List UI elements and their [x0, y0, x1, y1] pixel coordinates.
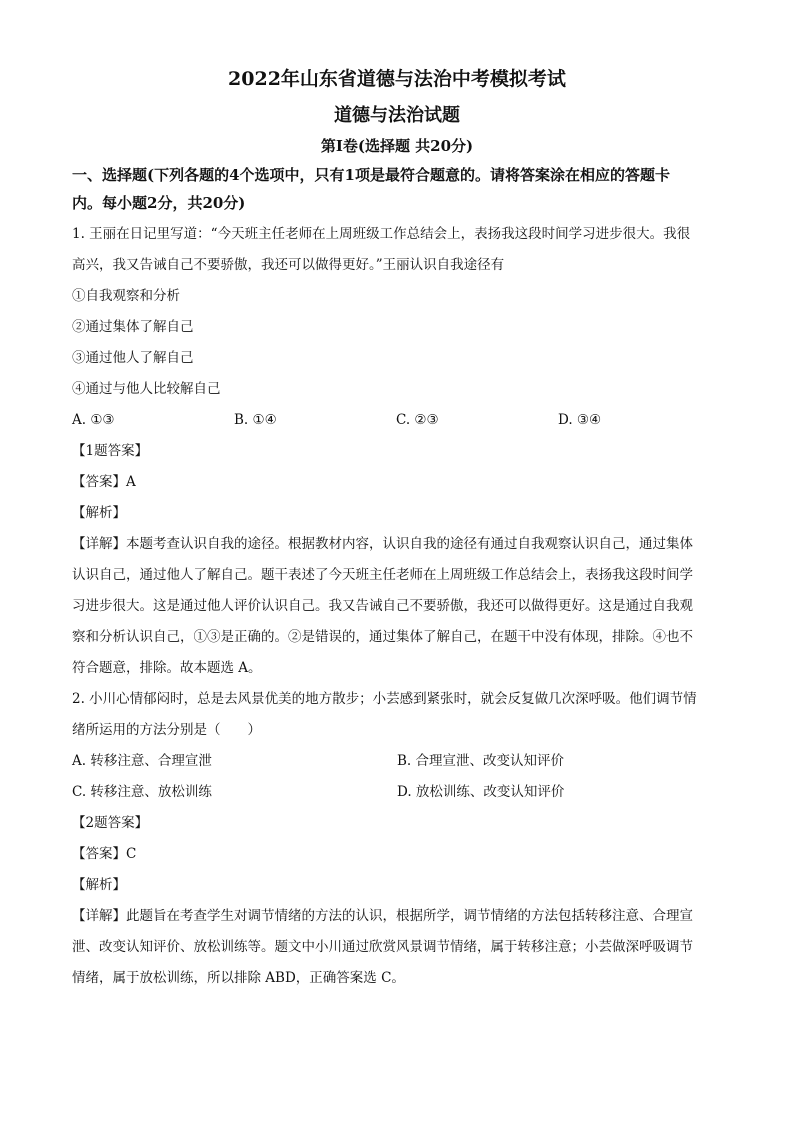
question-2 [72, 684, 722, 994]
detail-text: 此题旨在考查学生对调节情绪的方法的认识，根据所学，调节情绪的方法包括转移注意、合理宣 [126, 908, 693, 924]
q2-detail-line-1 [72, 901, 722, 932]
detail-label: 【详解】 [72, 908, 126, 924]
q1-detail [72, 529, 722, 684]
q2-analysis-label: 【解析】 [72, 877, 126, 893]
q2-option-b[interactable]: B. 合理宣泄、改变认知评价 [397, 753, 565, 769]
q2-detail-line-3: 情绪，属于放松训练，所以排除 ABD，正确答案选 C。 [72, 970, 405, 986]
q2-detail [72, 901, 722, 994]
q1-answer-header: 【1题答案】 [72, 443, 149, 459]
section-instructions [72, 161, 722, 217]
q1-options [72, 405, 722, 436]
q1-option-d[interactable]: D. ③④ [558, 412, 602, 428]
answer-value: A [126, 474, 136, 490]
q1-detail-line-5: 符合题意，排除。故本题选 A。 [72, 660, 262, 676]
q1-analysis-label: 【解析】 [72, 505, 126, 521]
q2-option-d[interactable]: D. 放松训练、改变认知评价 [397, 784, 565, 800]
q1-item-3: ③通过他人了解自己 [72, 350, 194, 366]
section-line-2: 内。每小题2分，共20分) [72, 194, 246, 212]
q2-stem-line-2: 绪所运用的方法分别是（ ） [72, 722, 261, 738]
q1-detail-line-3: 习进步很大。这是通过他人评价认识自己。我又告诫自己不要骄傲，我还可以做得更好。这是通过自我观 [72, 598, 693, 614]
q1-option-c[interactable]: C. ②③ [396, 412, 439, 428]
q1-answer [72, 467, 722, 498]
q1-option-b[interactable]: B. ①④ [234, 412, 277, 428]
q2-answer [72, 839, 722, 870]
q1-item-1: ①自我观察和分析 [72, 288, 180, 304]
q1-item-4: ④通过与他人比较解自己 [72, 381, 221, 397]
answer-label: 【答案】 [72, 846, 126, 862]
q1-stem-line-2: 高兴，我又告诫自己不要骄傲，我还可以做得更好。”王丽认识自我途径有 [72, 257, 505, 273]
q2-options-row-2 [72, 777, 722, 808]
answer-value: C [126, 846, 137, 862]
q2-options-row-1 [72, 746, 722, 777]
q1-option-a[interactable]: A. ①③ [72, 412, 115, 428]
exam-title: 2022年山东省道德与法治中考模拟考试 [228, 68, 566, 90]
q2-detail-line-2: 泄、改变认知评价、放松训练等。题文中小川通过欣赏风景调节情绪，属于转移注意；小芸做深呼吸调节 [72, 939, 693, 955]
q1-detail-line-2: 认识自己，通过他人了解自己。题干表述了今天班主任老师在上周班级工作总结会上，表扬我这段时间学 [72, 567, 693, 583]
q2-option-c[interactable]: C. 转移注意、放松训练 [72, 784, 212, 800]
q2-answer-header: 【2题答案】 [72, 815, 149, 831]
volume-heading: 第Ⅰ卷(选择题 共20分) [320, 137, 474, 155]
answer-label: 【答案】 [72, 474, 126, 490]
q2-stem-line-1: 2. 小川心情郁闷时，总是去风景优美的地方散步；小芸感到紧张时，就会反复做几次深呼吸。他们调节情 [72, 691, 697, 707]
q1-detail-line-1 [72, 529, 722, 560]
q1-item-2: ②通过集体了解自己 [72, 319, 194, 335]
q1-detail-line-4: 察和分析认识自己，①③是正确的。②是错误的，通过集体了解自己，在题干中没有体现，排除。④也不 [72, 629, 693, 645]
exam-subtitle: 道德与法治试题 [334, 105, 460, 126]
q2-option-a[interactable]: A. 转移注意、合理宣泄 [72, 753, 212, 769]
detail-label: 【详解】 [72, 536, 126, 552]
q1-stem-line-1: 1. 王丽在日记里写道：“今天班主任老师在上周班级工作总结会上，表扬我这段时间学习进步很大。我很 [72, 226, 691, 242]
question-1 [72, 219, 722, 684]
detail-text: 本题考查认识自我的途径。根据教材内容，认识自我的途径有通过自我观察认识自己，通过集体 [126, 536, 693, 552]
section-line-1: 一、选择题(下列各题的4个选项中，只有1项是最符合题意的。请将答案涂在相应的答题卡 [72, 166, 670, 184]
